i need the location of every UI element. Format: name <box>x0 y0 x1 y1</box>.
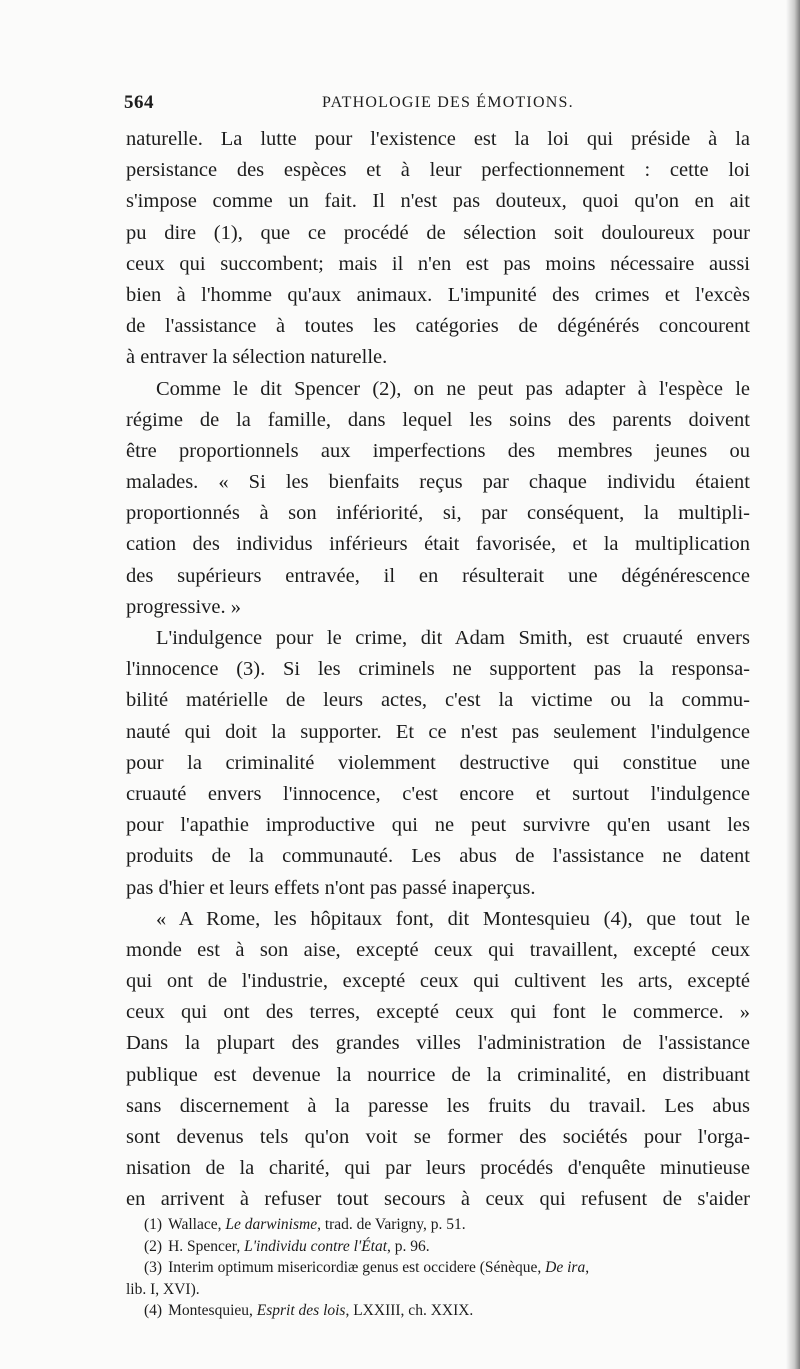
text-line: pour l'apathie improductive qui ne peut survivre qu'en usant les <box>126 814 750 837</box>
footnote-marker: (4) <box>144 1302 163 1319</box>
footnote-title: Le darwinisme <box>225 1216 318 1233</box>
footnote <box>126 1300 750 1322</box>
footnote <box>126 1257 750 1279</box>
page-edge-shadow <box>786 0 800 1369</box>
footnote-text: , trad. de Varigny, p. 51. <box>317 1216 466 1233</box>
footnote-title: L'individu contre l'État <box>244 1237 388 1255</box>
text-line: sont devenus tels qu'on voit se former des sociétés pour l'orga- <box>126 1126 750 1148</box>
footnote-title: Esprit des lois <box>256 1302 346 1319</box>
text-line: nisation de la charité, qui par leurs procédés d'enquête minutieuse <box>126 1157 750 1180</box>
footnote-continuation <box>126 1279 750 1301</box>
text-line: proportionnés à son infériorité, si, par conséquent, la multipli- <box>126 502 750 525</box>
text-line: publique est devenue la nourrice de la criminalité, en distribuant <box>126 1063 750 1086</box>
text-line: ceux qui ont des terres, excepté ceux qui font le commerce. » <box>126 1001 750 1024</box>
text-line: qui ont de l'industrie, excepté ceux qui cultivent les arts, excepté <box>126 970 750 993</box>
footnote-title: De ira <box>545 1259 586 1276</box>
text-line: progressive. » <box>126 595 242 618</box>
page-number: 564 <box>124 92 154 113</box>
text-line: malades. « Si les bienfaits reçus par chaque individu étaient <box>126 471 750 494</box>
body-text <box>126 124 750 1216</box>
text-line: cruauté envers l'innocence, c'est encore et surtout l'indulgence <box>126 782 750 805</box>
footnote-text: , LXXIII, ch. XXIX. <box>345 1302 474 1319</box>
footnote-marker: (1) <box>144 1216 163 1233</box>
footnote-marker: (3) <box>144 1259 163 1276</box>
text-line: pu dire (1), que ce procédé de sélection soit douloureux pour <box>126 221 750 244</box>
text-line: produits de la communauté. Les abus de l'assistance ne datent <box>126 845 750 868</box>
page-header <box>124 92 750 116</box>
text-line: L'indulgence pour le crime, dit Adam Smith, est cruauté envers <box>156 627 750 649</box>
footnote-text: , <box>585 1259 590 1276</box>
footnote-text: , p. 96. <box>387 1237 430 1255</box>
text-line: de l'assistance à toutes les catégories de dégénérés concourent <box>126 315 750 338</box>
text-line: bilité matérielle de leurs actes, c'est la victime ou la commu- <box>126 689 750 712</box>
footnotes <box>126 1214 750 1322</box>
text-line: Dans la plupart des grandes villes l'administration de l'assistance <box>126 1032 750 1055</box>
text-line: Comme le dit Spencer (2), on ne peut pas adapter à l'espèce le <box>156 377 750 400</box>
text-line: être proportionnels aux imperfections des membres jeunes ou <box>126 439 750 462</box>
footnote-text: Interim optimum misericordiæ genus est occidere (Sénèque, <box>168 1259 546 1276</box>
footnote <box>126 1214 750 1236</box>
text-line: nauté qui doit la supporter. Et ce n'est pas seulement l'indulgence <box>126 720 750 743</box>
text-line: cation des individus inférieurs était favorisée, et la multiplication <box>126 533 750 556</box>
text-line: persistance des espèces et à leur perfectionnement : cette loi <box>126 159 750 182</box>
footnote <box>126 1236 750 1258</box>
text-line: « A Rome, les hôpitaux font, dit Montesquieu (4), que tout le <box>156 907 750 930</box>
footnote-text: Wallace, <box>168 1216 226 1233</box>
text-line: naturelle. La lutte pour l'existence est la loi qui préside à la <box>126 128 750 150</box>
text-line: à entraver la sélection naturelle. <box>126 346 388 369</box>
text-line: sans discernement à la paresse les fruits du travail. Les abus <box>126 1094 750 1117</box>
text-line: ceux qui succombent; mais il n'en est pas moins nécessaire aussi <box>126 252 750 275</box>
text-line: pas d'hier et leurs effets n'ont pas passé inaperçus. <box>126 876 536 899</box>
text-line: en arrivent à refuser tout secours à ceux qui refusent de s'aider <box>126 1188 750 1211</box>
text-line: régime de la famille, dans lequel les soins des parents doivent <box>126 408 750 431</box>
running-title: PATHOLOGIE DES ÉMOTIONS. <box>322 94 574 111</box>
text-line: pour la criminalité violemment destructive qui constitue une <box>126 751 750 774</box>
footnote-text: Montesquieu, <box>168 1302 257 1319</box>
text-line: l'innocence (3). Si les criminels ne supportent pas la responsa- <box>126 658 750 681</box>
footnote-marker: (2) <box>144 1237 163 1255</box>
footnote-text: lib. I, XVI). <box>126 1280 200 1298</box>
text-line: s'impose comme un fait. Il n'est pas douteux, quoi qu'on en ait <box>126 190 750 213</box>
text-line: des supérieurs entravée, il en résulterait une dégénérescence <box>126 564 750 587</box>
footnote-text: H. Spencer, <box>168 1237 245 1255</box>
text-line: bien à l'homme qu'aux animaux. L'impunité des crimes et l'excès <box>126 283 750 306</box>
text-line: monde est à son aise, excepté ceux qui travaillent, excepté ceux <box>126 938 750 961</box>
